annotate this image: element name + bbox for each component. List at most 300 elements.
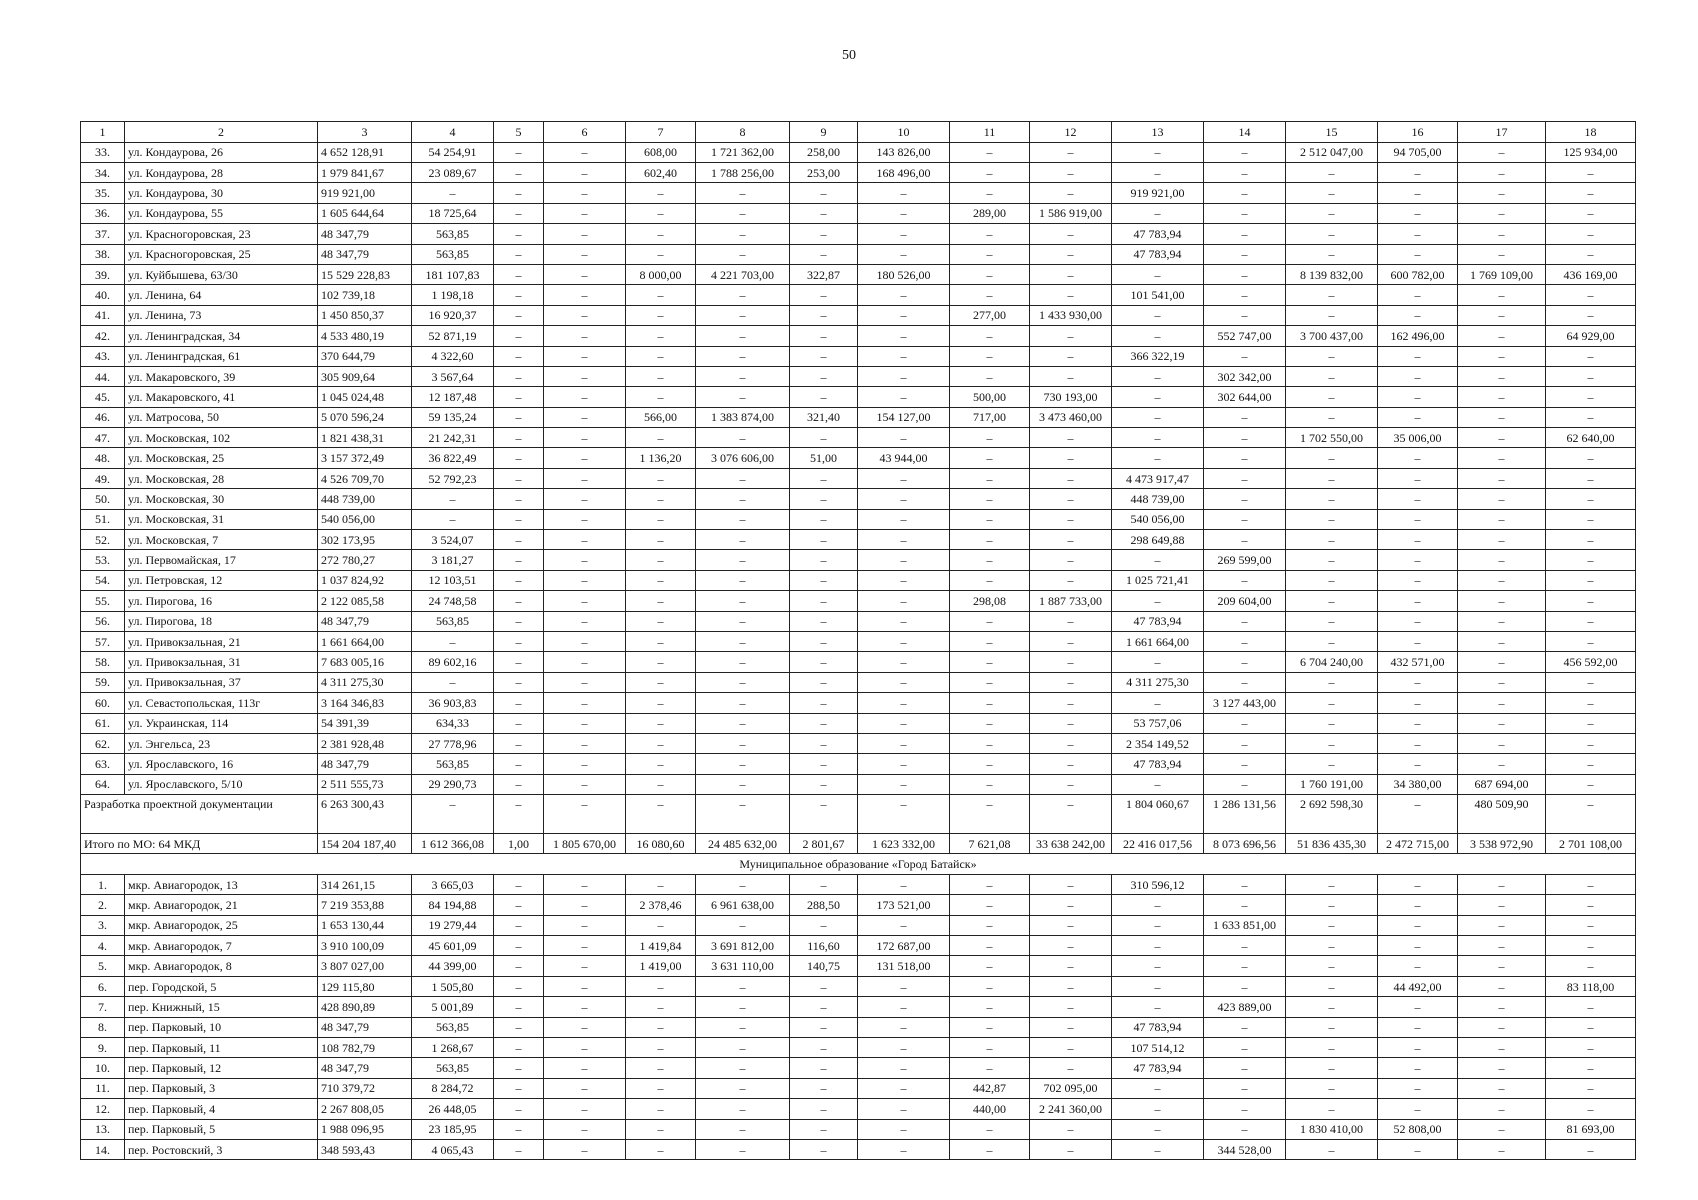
value-cell: 48 347,79 — [318, 244, 412, 264]
value-cell: 366 322,19 — [1112, 346, 1204, 366]
value-cell: 687 694,00 — [1458, 774, 1546, 794]
value-cell: – — [544, 224, 626, 244]
value-cell: – — [494, 652, 544, 672]
address-cell: ул. Кондаурова, 30 — [125, 183, 318, 203]
value-cell: 26 448,05 — [412, 1099, 494, 1119]
value-cell: – — [626, 733, 696, 753]
value-cell: – — [1286, 874, 1378, 894]
value-cell: – — [1378, 997, 1458, 1017]
value-cell: – — [1204, 1099, 1286, 1119]
value-cell: 48 347,79 — [318, 754, 412, 774]
value-cell: – — [950, 915, 1030, 935]
value-cell: – — [1546, 631, 1636, 651]
value-cell: – — [626, 468, 696, 488]
value-cell: – — [1378, 1139, 1458, 1159]
address-cell: ул. Первомайская, 17 — [125, 550, 318, 570]
value-cell: – — [1458, 1139, 1546, 1159]
address-cell: ул. Матросова, 50 — [125, 407, 318, 427]
table-row — [81, 468, 1636, 488]
row-number-cell: 5. — [81, 956, 125, 976]
column-header: 17 — [1458, 122, 1546, 143]
value-cell: – — [1458, 142, 1546, 162]
value-cell: – — [626, 795, 696, 834]
row-number-cell: 6. — [81, 976, 125, 996]
address-cell: мкр. Авиагородок, 21 — [125, 895, 318, 915]
row-number-cell: 54. — [81, 570, 125, 590]
value-cell: – — [1378, 874, 1458, 894]
value-cell: – — [1546, 672, 1636, 692]
value-cell: 181 107,83 — [412, 264, 494, 284]
value-cell: 143 826,00 — [858, 142, 950, 162]
table-row — [81, 203, 1636, 223]
value-cell: 19 279,44 — [412, 915, 494, 935]
value-cell: – — [626, 672, 696, 692]
value-cell: 1 605 644,64 — [318, 203, 412, 223]
value-cell: 8 000,00 — [626, 264, 696, 284]
value-cell: – — [790, 509, 858, 529]
table-row — [81, 489, 1636, 509]
value-cell: – — [626, 346, 696, 366]
table-row — [81, 305, 1636, 325]
value-cell: 5 001,89 — [412, 997, 494, 1017]
value-cell: – — [1546, 874, 1636, 894]
value-cell: – — [1030, 285, 1112, 305]
value-cell: 48 347,79 — [318, 611, 412, 631]
value-cell: – — [1378, 244, 1458, 264]
section-row — [81, 854, 1636, 874]
value-cell: – — [494, 183, 544, 203]
value-cell: – — [790, 733, 858, 753]
value-cell: – — [1458, 915, 1546, 935]
value-cell: 52 792,23 — [412, 468, 494, 488]
table-row — [81, 1038, 1636, 1058]
value-cell: – — [412, 672, 494, 692]
value-cell: – — [1030, 183, 1112, 203]
value-cell: – — [494, 407, 544, 427]
value-cell: – — [544, 895, 626, 915]
table-row — [81, 162, 1636, 182]
row-number-cell: 48. — [81, 448, 125, 468]
address-cell: ул. Привокзальная, 21 — [125, 631, 318, 651]
value-cell: – — [790, 489, 858, 509]
value-cell: 1 887 733,00 — [1030, 591, 1112, 611]
address-cell: пер. Парковый, 12 — [125, 1058, 318, 1078]
value-cell: 54 391,39 — [318, 713, 412, 733]
column-header: 18 — [1546, 122, 1636, 143]
value-cell: – — [696, 591, 790, 611]
value-cell: – — [1286, 509, 1378, 529]
value-cell: – — [696, 1017, 790, 1037]
value-cell: – — [1286, 224, 1378, 244]
table-row — [81, 366, 1636, 386]
table-row — [81, 183, 1636, 203]
value-cell: – — [1204, 895, 1286, 915]
value-cell: – — [696, 1078, 790, 1098]
value-cell: – — [1378, 693, 1458, 713]
value-cell: – — [696, 305, 790, 325]
value-cell: – — [1112, 976, 1204, 996]
value-cell: – — [1458, 936, 1546, 956]
value-cell: – — [1378, 285, 1458, 305]
value-cell: 162 496,00 — [1378, 326, 1458, 346]
table-row — [81, 774, 1636, 794]
value-cell: – — [950, 1058, 1030, 1078]
value-cell: 18 725,64 — [412, 203, 494, 223]
value-cell: – — [1546, 1078, 1636, 1098]
value-cell: – — [790, 244, 858, 264]
row-number-cell: 44. — [81, 366, 125, 386]
value-cell: – — [790, 1017, 858, 1037]
value-cell: – — [1546, 895, 1636, 915]
value-cell: – — [858, 754, 950, 774]
value-cell: 552 747,00 — [1204, 326, 1286, 346]
value-cell: – — [1030, 774, 1112, 794]
value-cell: – — [696, 428, 790, 448]
value-cell: – — [1546, 713, 1636, 733]
section-title: Муниципальное образование «Город Батайск» — [81, 854, 1636, 874]
value-cell: – — [1112, 1099, 1204, 1119]
value-cell: – — [858, 1038, 950, 1058]
address-cell: ул. Ленина, 64 — [125, 285, 318, 305]
value-cell: 3 127 443,00 — [1204, 693, 1286, 713]
value-cell: – — [544, 244, 626, 264]
value-cell: – — [626, 326, 696, 346]
value-cell: – — [696, 1119, 790, 1139]
value-cell: – — [1286, 1038, 1378, 1058]
table-row — [81, 224, 1636, 244]
value-cell: – — [412, 489, 494, 509]
value-cell: 101 541,00 — [1112, 285, 1204, 305]
row-number-cell: 59. — [81, 672, 125, 692]
value-cell: – — [1378, 203, 1458, 223]
row-number-cell: 35. — [81, 183, 125, 203]
value-cell: – — [950, 1139, 1030, 1159]
value-cell: – — [858, 1119, 950, 1139]
value-cell: – — [1458, 591, 1546, 611]
value-cell: 3 157 372,49 — [318, 448, 412, 468]
value-cell: – — [1286, 936, 1378, 956]
address-cell: ул. Кондаурова, 55 — [125, 203, 318, 223]
value-cell: – — [790, 530, 858, 550]
value-cell: – — [1546, 244, 1636, 264]
value-cell: – — [1378, 754, 1458, 774]
value-cell: – — [626, 509, 696, 529]
row-number-cell: 4. — [81, 936, 125, 956]
value-cell: – — [1112, 652, 1204, 672]
value-cell: – — [950, 570, 1030, 590]
value-cell: 107 514,12 — [1112, 1038, 1204, 1058]
value-cell: 5 070 596,24 — [318, 407, 412, 427]
value-cell: – — [696, 774, 790, 794]
value-cell: – — [696, 489, 790, 509]
value-cell: 3 631 110,00 — [696, 956, 790, 976]
value-cell: – — [790, 1058, 858, 1078]
value-cell: – — [1286, 956, 1378, 976]
value-cell: 15 529 228,83 — [318, 264, 412, 284]
value-cell: 44 399,00 — [412, 956, 494, 976]
value-cell: – — [544, 997, 626, 1017]
value-cell: – — [696, 672, 790, 692]
value-cell: – — [696, 468, 790, 488]
value-cell: 154 204 187,40 — [318, 834, 412, 854]
address-cell: пер. Парковый, 3 — [125, 1078, 318, 1098]
value-cell: 2 241 360,00 — [1030, 1099, 1112, 1119]
value-cell: – — [1112, 693, 1204, 713]
value-cell: – — [790, 1038, 858, 1058]
value-cell: – — [626, 1139, 696, 1159]
value-cell: – — [626, 1099, 696, 1119]
column-header: 5 — [494, 122, 544, 143]
value-cell: – — [544, 162, 626, 182]
value-cell: 52 808,00 — [1378, 1119, 1458, 1139]
value-cell: – — [790, 915, 858, 935]
address-cell: пер. Парковый, 11 — [125, 1038, 318, 1058]
value-cell: – — [790, 652, 858, 672]
value-cell: 21 242,31 — [412, 428, 494, 448]
value-cell: – — [626, 631, 696, 651]
value-cell: – — [1378, 468, 1458, 488]
row-number-cell: 33. — [81, 142, 125, 162]
value-cell: 600 782,00 — [1378, 264, 1458, 284]
value-cell: 3 700 437,00 — [1286, 326, 1378, 346]
value-cell: – — [544, 874, 626, 894]
value-cell: 52 871,19 — [412, 326, 494, 346]
value-cell: – — [1378, 1058, 1458, 1078]
value-cell: 563,85 — [412, 1058, 494, 1078]
value-cell: 108 782,79 — [318, 1038, 412, 1058]
value-cell: – — [790, 468, 858, 488]
value-cell: – — [1458, 570, 1546, 590]
value-cell: 702 095,00 — [1030, 1078, 1112, 1098]
value-cell: – — [1378, 1017, 1458, 1037]
value-cell: – — [858, 1139, 950, 1159]
value-cell: – — [626, 874, 696, 894]
column-header: 16 — [1378, 122, 1458, 143]
value-cell: 344 528,00 — [1204, 1139, 1286, 1159]
value-cell: – — [1378, 631, 1458, 651]
address-cell: пер. Парковый, 5 — [125, 1119, 318, 1139]
value-cell: – — [1378, 1099, 1458, 1119]
value-cell: 64 929,00 — [1546, 326, 1636, 346]
table-row — [81, 1139, 1636, 1159]
row-number-cell: 63. — [81, 754, 125, 774]
value-cell: 29 290,73 — [412, 774, 494, 794]
value-cell: – — [494, 631, 544, 651]
value-cell: 1 286 131,56 — [1204, 795, 1286, 834]
value-cell: – — [1204, 142, 1286, 162]
value-cell: – — [1546, 1038, 1636, 1058]
value-cell: – — [544, 468, 626, 488]
value-cell: – — [494, 591, 544, 611]
value-cell: – — [696, 693, 790, 713]
value-cell: – — [950, 468, 1030, 488]
value-cell: – — [1458, 1119, 1546, 1139]
value-cell: 602,40 — [626, 162, 696, 182]
value-cell: – — [494, 795, 544, 834]
value-cell: 1 661 664,00 — [1112, 631, 1204, 651]
value-cell: 7 219 353,88 — [318, 895, 412, 915]
value-cell: – — [544, 366, 626, 386]
value-cell: – — [544, 976, 626, 996]
value-cell: – — [1030, 956, 1112, 976]
value-cell: – — [1546, 956, 1636, 976]
value-cell: 1 433 930,00 — [1030, 305, 1112, 325]
value-cell: – — [1378, 1038, 1458, 1058]
value-cell: – — [1030, 1119, 1112, 1139]
value-cell: 302 644,00 — [1204, 387, 1286, 407]
value-cell: 4 311 275,30 — [318, 672, 412, 692]
value-cell: – — [790, 1099, 858, 1119]
value-cell: 2 512 047,00 — [1286, 142, 1378, 162]
value-cell: 2 472 715,00 — [1378, 834, 1458, 854]
value-cell: – — [858, 489, 950, 509]
value-cell: – — [1286, 672, 1378, 692]
value-cell: – — [950, 448, 1030, 468]
value-cell: – — [1378, 550, 1458, 570]
value-cell: – — [544, 183, 626, 203]
value-cell: 6 704 240,00 — [1286, 652, 1378, 672]
row-number-cell: 34. — [81, 162, 125, 182]
address-cell: пер. Ростовский, 3 — [125, 1139, 318, 1159]
row-number-cell: 8. — [81, 1017, 125, 1037]
value-cell: – — [858, 672, 950, 692]
value-cell: – — [950, 713, 1030, 733]
value-cell: – — [950, 754, 1030, 774]
value-cell: – — [544, 570, 626, 590]
value-cell: – — [790, 285, 858, 305]
value-cell: – — [544, 915, 626, 935]
value-cell: – — [858, 693, 950, 713]
value-cell: – — [1378, 611, 1458, 631]
value-cell: – — [1286, 591, 1378, 611]
value-cell: – — [1286, 550, 1378, 570]
value-cell: 4 322,60 — [412, 346, 494, 366]
value-cell: – — [1546, 448, 1636, 468]
value-cell: – — [1112, 203, 1204, 223]
value-cell: – — [1546, 305, 1636, 325]
value-cell: 563,85 — [412, 1017, 494, 1037]
value-cell: – — [1204, 672, 1286, 692]
value-cell: – — [1286, 1099, 1378, 1119]
value-cell: – — [1204, 611, 1286, 631]
value-cell: – — [1458, 305, 1546, 325]
column-header: 12 — [1030, 122, 1112, 143]
value-cell: – — [790, 183, 858, 203]
value-cell: – — [544, 305, 626, 325]
address-cell: ул. Кондаурова, 26 — [125, 142, 318, 162]
value-cell: – — [1286, 468, 1378, 488]
value-cell: – — [696, 915, 790, 935]
value-cell: – — [494, 672, 544, 692]
value-cell: – — [1458, 224, 1546, 244]
value-cell: – — [950, 976, 1030, 996]
value-cell: 1 721 362,00 — [696, 142, 790, 162]
column-header: 2 — [125, 122, 318, 143]
value-cell: – — [1112, 366, 1204, 386]
value-cell: – — [544, 754, 626, 774]
value-cell: – — [1030, 976, 1112, 996]
value-cell: 1 383 874,00 — [696, 407, 790, 427]
value-cell: – — [1030, 754, 1112, 774]
value-cell: 436 169,00 — [1546, 264, 1636, 284]
value-cell: – — [1204, 774, 1286, 794]
value-cell: – — [1112, 1139, 1204, 1159]
value-cell: – — [1112, 162, 1204, 182]
value-cell: – — [544, 1038, 626, 1058]
value-cell: – — [544, 1017, 626, 1037]
value-cell: 2 378,46 — [626, 895, 696, 915]
column-header: 6 — [544, 122, 626, 143]
value-cell: – — [858, 428, 950, 448]
value-cell: – — [1112, 326, 1204, 346]
value-cell: 258,00 — [790, 142, 858, 162]
value-cell: – — [790, 305, 858, 325]
value-cell: – — [544, 631, 626, 651]
table-row — [81, 448, 1636, 468]
value-cell: – — [626, 652, 696, 672]
value-cell: – — [494, 142, 544, 162]
value-cell: – — [858, 326, 950, 346]
value-cell: – — [626, 550, 696, 570]
total-row — [81, 834, 1636, 854]
value-cell: – — [1204, 1058, 1286, 1078]
value-cell: – — [1378, 305, 1458, 325]
value-cell: 12 187,48 — [412, 387, 494, 407]
value-cell: – — [544, 733, 626, 753]
value-cell: – — [696, 203, 790, 223]
value-cell: 48 347,79 — [318, 1017, 412, 1037]
value-cell: – — [494, 570, 544, 590]
value-cell: – — [1458, 1038, 1546, 1058]
row-number-cell: 42. — [81, 326, 125, 346]
page-number: 50 — [842, 48, 856, 63]
value-cell: – — [790, 1119, 858, 1139]
column-number-header-row — [81, 122, 1636, 143]
value-cell: – — [626, 305, 696, 325]
value-cell: – — [1204, 224, 1286, 244]
value-cell: – — [790, 326, 858, 346]
value-cell: – — [1204, 1017, 1286, 1037]
value-cell: – — [1286, 733, 1378, 753]
value-cell: – — [1030, 244, 1112, 264]
value-cell: 47 783,94 — [1112, 1058, 1204, 1078]
value-cell: – — [626, 693, 696, 713]
value-cell: 22 416 017,56 — [1112, 834, 1204, 854]
value-cell: – — [1204, 346, 1286, 366]
value-cell: – — [1204, 570, 1286, 590]
value-cell: – — [1286, 489, 1378, 509]
value-cell: – — [626, 774, 696, 794]
table-row — [81, 713, 1636, 733]
table-row — [81, 895, 1636, 915]
value-cell: 4 533 480,19 — [318, 326, 412, 346]
value-cell: – — [626, 285, 696, 305]
value-cell: – — [494, 874, 544, 894]
value-cell: – — [1030, 1017, 1112, 1037]
project-documentation-row-label: Разработка проектной документации — [81, 795, 318, 834]
value-cell: – — [1546, 530, 1636, 550]
value-cell: – — [696, 224, 790, 244]
value-cell: – — [1030, 264, 1112, 284]
value-cell: – — [1286, 570, 1378, 590]
value-cell: – — [1112, 305, 1204, 325]
value-cell: – — [950, 1119, 1030, 1139]
value-cell: – — [626, 224, 696, 244]
value-cell: – — [1030, 550, 1112, 570]
value-cell: – — [1546, 611, 1636, 631]
address-cell: ул. Московская, 28 — [125, 468, 318, 488]
value-cell: – — [1204, 936, 1286, 956]
